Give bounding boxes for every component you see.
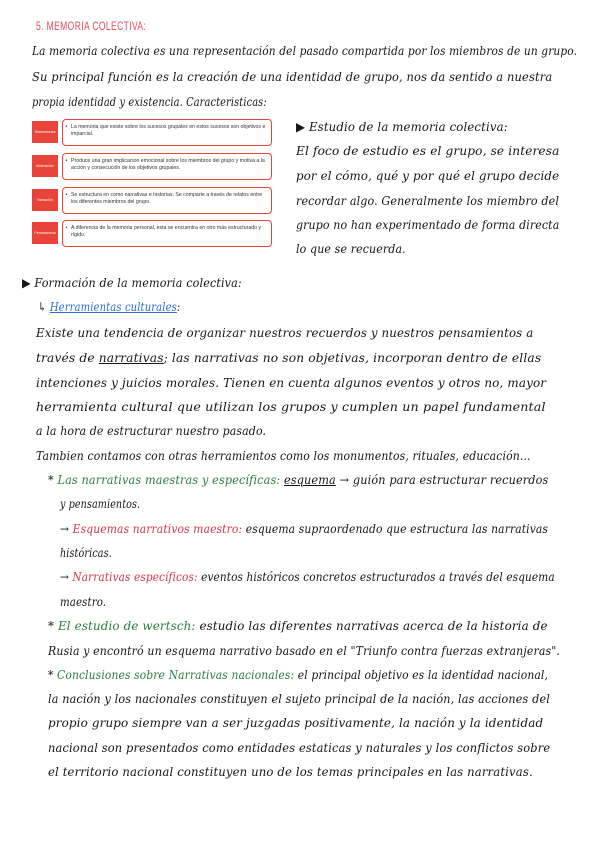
diagram-row-text: Produce una gran implicacion emocional sobre los miembros del grupo y motiva a la acción y consecución de los objetivos grupales. [71, 158, 265, 171]
diagram-row-label: Dimensiones [32, 121, 58, 143]
p1-text: ; las narrativas no son objetivas, incorporan dentro de ellas [163, 351, 542, 365]
diagram-row-label: Permanencia [32, 222, 58, 244]
narrativas-maestras-term: Las narrativas maestras y específicas: [57, 473, 281, 487]
b3-line-1 [48, 669, 548, 681]
diagram-row [32, 187, 272, 214]
narrativas-term: narrativas [98, 351, 164, 365]
star-bullet-icon: * [48, 619, 55, 633]
estudio-line-2: por el cómo, qué y por qué el grupo decide [296, 169, 560, 183]
conclusiones-term: Conclusiones sobre Narrativas nacionales: [57, 668, 295, 682]
estudio-line-4: grupo no han experimentado de forma directa [296, 218, 560, 232]
diagram-row-label: Motivación [32, 155, 58, 177]
diagram-row-text: Se estructura en como narrativas e historias. Se comparte a través de relatos entre los diferentes miembros del grupo. [71, 192, 263, 205]
esquemas-maestro-term: Esquemas narrativos maestro: [72, 522, 243, 536]
s1-line-1 [60, 523, 548, 535]
p2-line: Tambien contamos con otras herramientos como los monumentos, rituales, educación... [36, 449, 531, 463]
star-bullet-icon: * [48, 668, 54, 682]
b1-text: → guión para estructurar recuerdos [339, 473, 549, 487]
esquema-term: esquema [284, 473, 336, 487]
herramientas-line [38, 301, 180, 313]
herramientas-colon: : [176, 300, 181, 314]
s2-line-2: maestro. [60, 595, 107, 609]
wertsch-term: El estudio de wertsch: [58, 619, 196, 633]
estudio-line-1: El foco de estudio es el grupo, se interesa [296, 144, 560, 158]
formacion-heading: Formación de la memoria colectiva: [34, 276, 242, 290]
b1-line-1 [48, 474, 548, 486]
narrativas-especificos-term: Narrativas específicos: [72, 570, 198, 584]
b3-line-3: propio grupo siempre van a ser juzgadas positivamente, la nación y la identidad [48, 716, 544, 730]
star-bullet-icon: * [48, 473, 54, 487]
b3-line-4: nacional son presentados como entidades estaticas y naturales y los conflictos sobre [48, 741, 551, 755]
diagram-row-box [62, 153, 272, 180]
estudio-line-3: recordar algo. Generalmente los miembro del [296, 194, 560, 208]
b2-line-1 [48, 620, 548, 632]
s1-line-2: históricas. [60, 546, 112, 560]
triangle-bullet-icon: ▶ [296, 120, 309, 134]
p1-line-5: a la hora de estructurar nuestro pasado. [36, 424, 267, 438]
intro-line-2: Su principal función es la creación de una identidad de grupo, nos da sentido a nuestra [32, 70, 553, 84]
diagram-row-text: A diferencia de la memoria personal, esta se encuentra en otro más estructurado y rígido. [71, 225, 262, 238]
p1-line-2 [36, 352, 541, 364]
diagram-row-box [62, 220, 272, 247]
s1-text: esquema supraordenado que estructura las narrativas [245, 522, 549, 536]
estudio-line-5: lo que se recuerda. [296, 242, 406, 256]
b1-line-2: y pensamientos. [60, 497, 141, 511]
bullet-icon: • [65, 124, 68, 130]
formacion-heading-line [22, 277, 242, 289]
corner-arrow-icon: ↳ [38, 300, 47, 314]
diagram-row [32, 119, 272, 146]
p1-line-3: intenciones y juicios morales. Tienen en cuenta algunos eventos y otros no, mayor [36, 376, 547, 390]
diagram-row-text: La memoria que existe sobre los sucesos grupales en estos sucesos son objetivos e imparcial. [71, 124, 266, 137]
p1-line-4: herramienta cultural que utilizan los grupos y cumplen un papel fundamental [36, 400, 546, 414]
diagram-row-label: Narración [32, 189, 58, 211]
estudio-heading-line [296, 121, 508, 133]
diagram-row-box [62, 187, 272, 214]
p1-text: través de [36, 351, 95, 365]
intro-line-1: La memoria colectiva es una representación del pasado compartida por los miembros de un grupo. [32, 44, 578, 58]
arrow-icon: → [60, 570, 69, 584]
diagram-row [32, 220, 272, 247]
b2-line-2: Rusia y encontró un esquema narrativo basado en el "Triunfo contra fuerzas extranjeras". [48, 644, 561, 658]
b2-text: estudio las diferentes narrativas acerca de la historia de [199, 619, 548, 633]
page-title: 5. MEMORIA COLECTIVA: [36, 21, 147, 33]
herramientas-heading: Herramientas culturales [49, 300, 177, 314]
p1-line-1: Existe una tendencia de organizar nuestros recuerdos y nuestros pensamientos a [36, 326, 534, 340]
b3-line-5: el territorio nacional constituyen uno de los temas principales en las narrativas. [48, 765, 533, 779]
diagram-row-box [62, 119, 272, 146]
characteristics-diagram [32, 119, 274, 247]
s2-text: eventos históricos concretos estructurados a través del esquema [201, 570, 555, 584]
triangle-bullet-icon: ▶ [22, 276, 35, 290]
b3-line-2: la nación y los nacionales constituyen el sujeto principal de la nación, las acciones del [48, 692, 550, 706]
intro-line-3: propia identidad y existencia. Caracteristicas: [32, 95, 267, 109]
b3-text: el principal objetivo es la identidad nacional, [297, 668, 548, 682]
bullet-icon: • [65, 192, 68, 198]
bullet-icon: • [65, 225, 68, 231]
arrow-icon: → [60, 522, 70, 536]
diagram-row [32, 153, 272, 180]
estudio-heading: Estudio de la memoria colectiva: [308, 120, 508, 134]
s2-line-1 [60, 571, 555, 583]
bullet-icon: • [65, 158, 68, 164]
